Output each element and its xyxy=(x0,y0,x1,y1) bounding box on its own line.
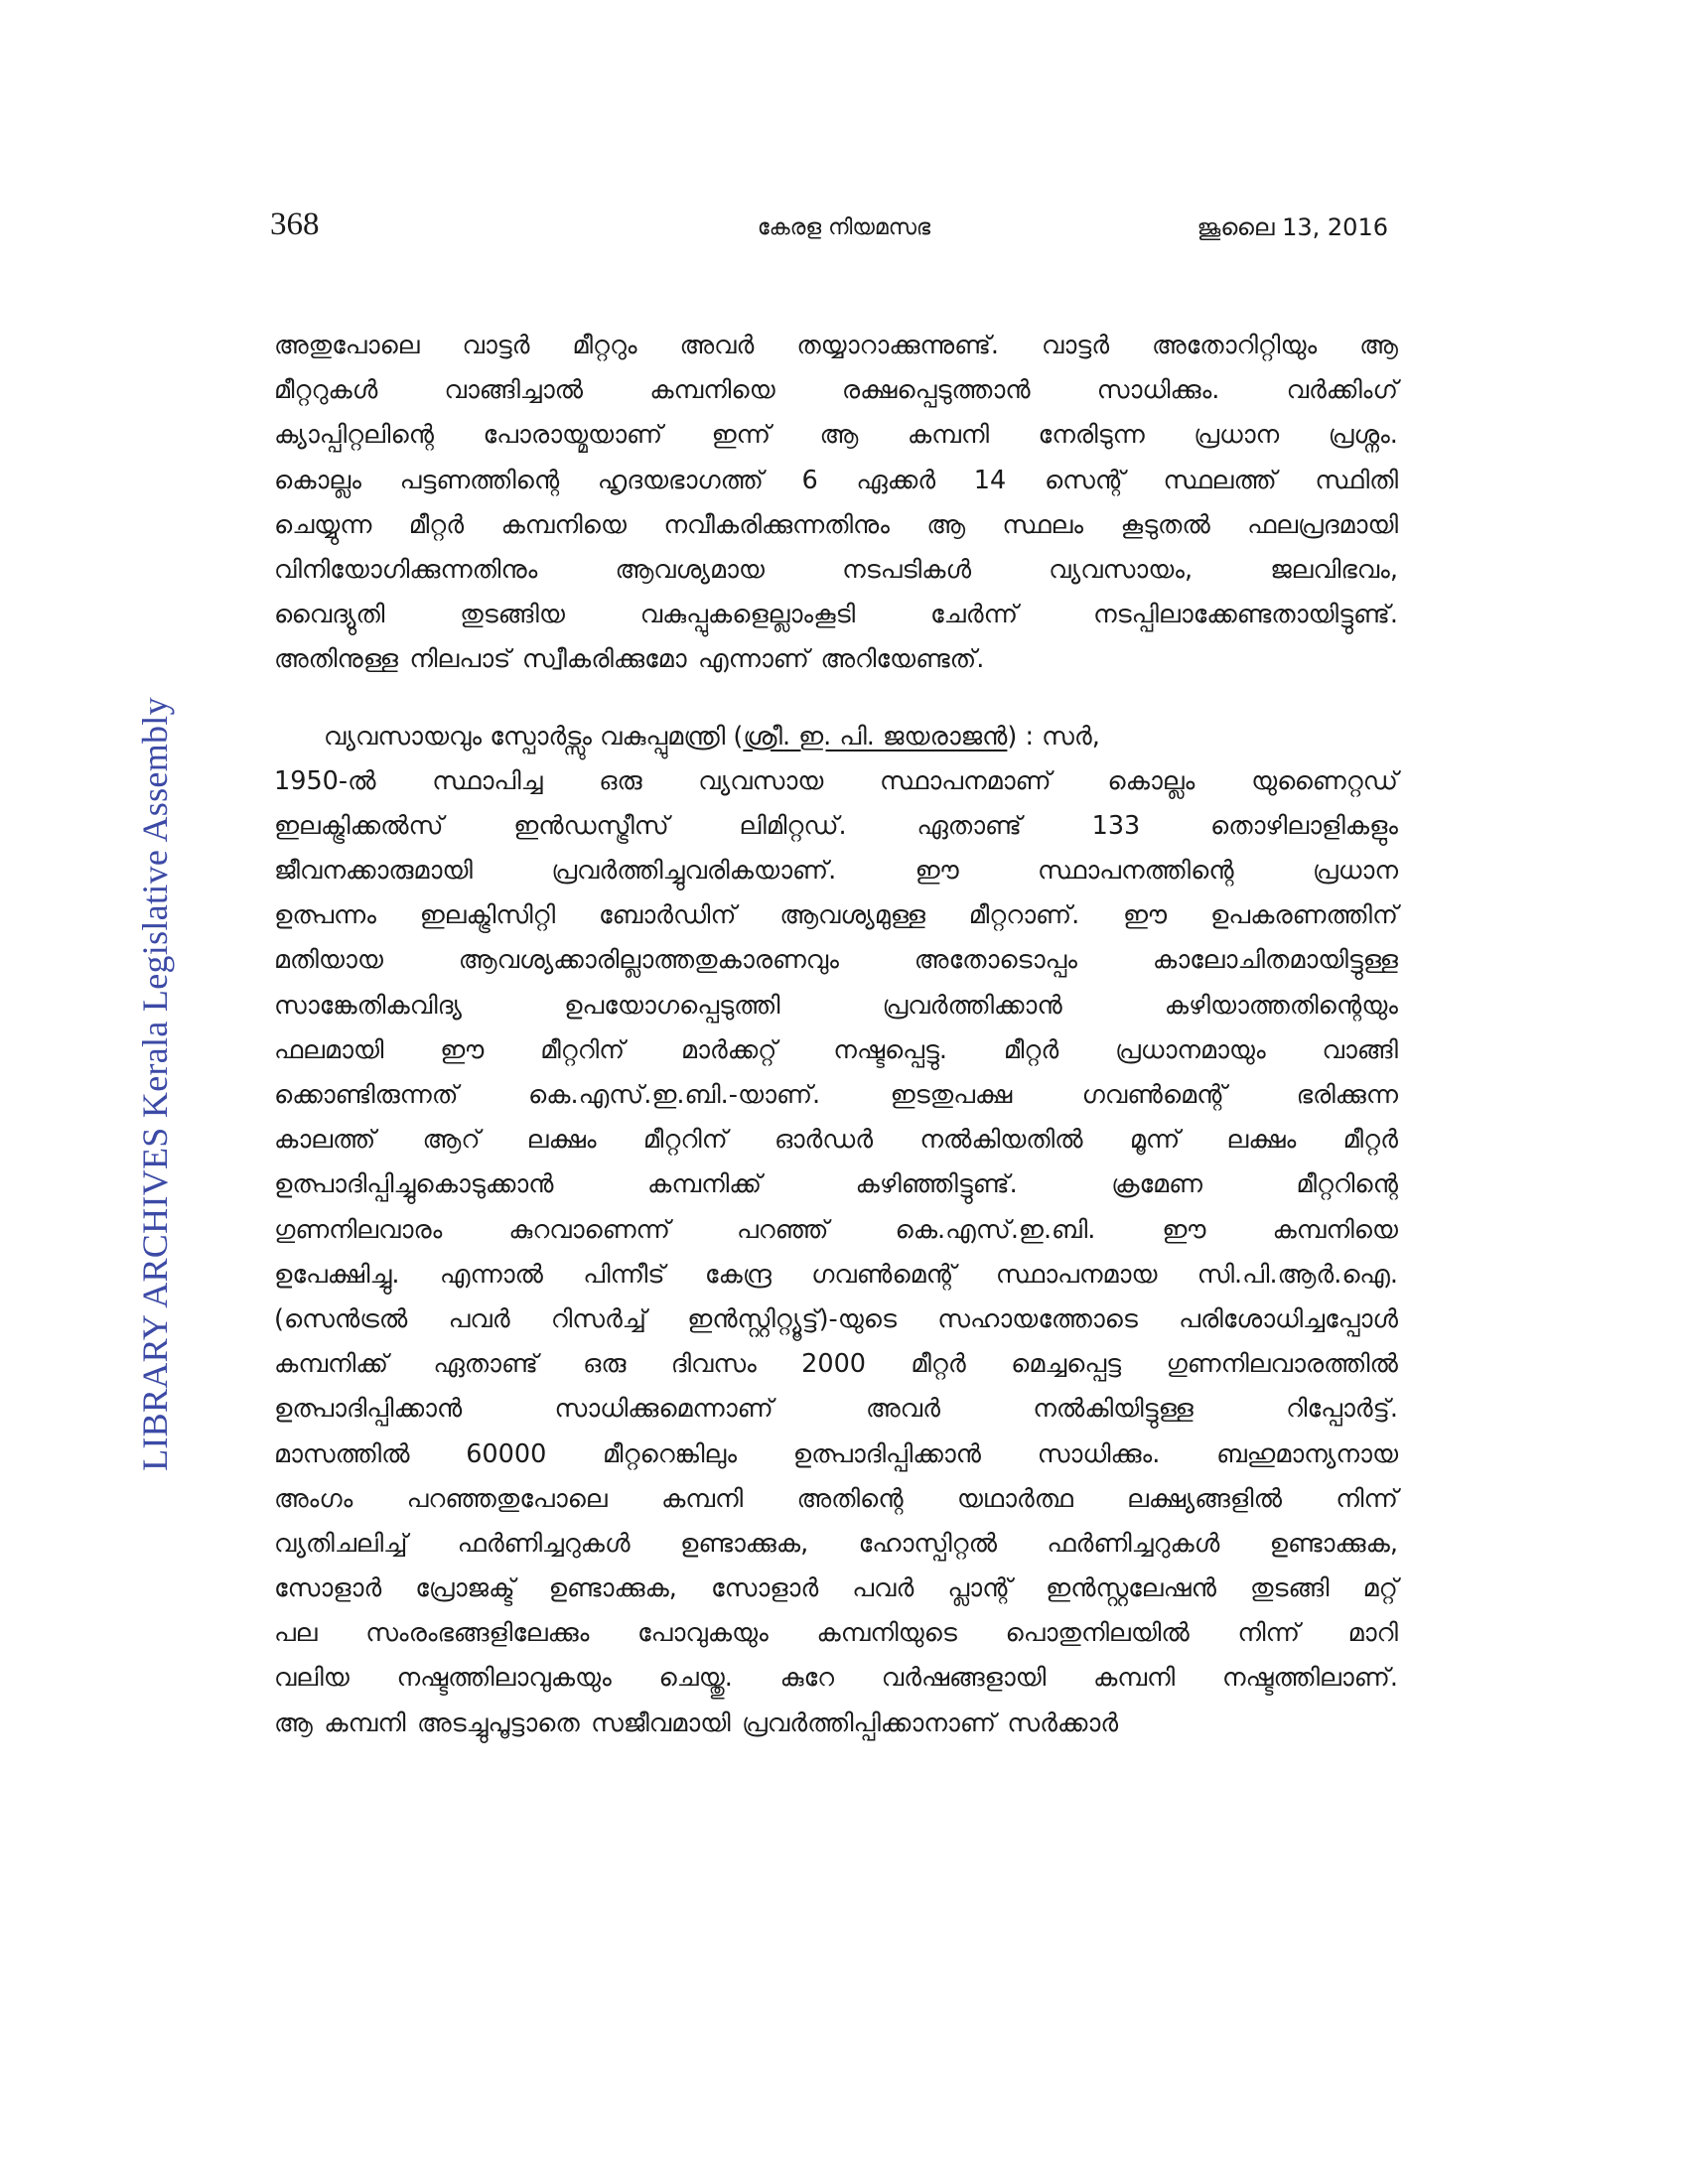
text-line xyxy=(274,849,1398,893)
word: ഉണ്ടാക്കുക, xyxy=(679,1528,809,1559)
text-line xyxy=(274,1162,1398,1207)
word: ഗുണനിലവാരത്തിൽ xyxy=(1166,1349,1398,1380)
word: പ്രധാന xyxy=(1194,420,1280,451)
word: നടപടികൾ xyxy=(842,554,972,585)
text-line xyxy=(274,1702,1398,1746)
word: മൂന്ന് xyxy=(1129,1125,1181,1156)
word: ഇൻസ്റ്റിറ്റ്യൂട്ട്)-യുടെ xyxy=(687,1303,898,1334)
word: മീറ്ററിന് xyxy=(540,1034,626,1065)
word: സാധിക്കും. xyxy=(1096,375,1220,406)
text-line xyxy=(274,503,1398,548)
word: കഴിഞ്ഞിട്ടുണ്ട്. xyxy=(855,1169,1018,1200)
word: നഷ്ടപ്പെട്ടു. xyxy=(833,1034,948,1065)
word: സോളാർ xyxy=(710,1573,819,1604)
text-line xyxy=(274,1073,1398,1118)
text-line xyxy=(274,1522,1398,1567)
word: 14 xyxy=(973,465,1007,495)
text-line xyxy=(274,893,1398,938)
word: നഷ്ടത്തിലാണ്. xyxy=(1221,1663,1398,1694)
word: അതുപോലെ xyxy=(274,331,420,360)
word: യുണൈറ്റഡ് xyxy=(1251,765,1398,796)
word: ഹൃദയഭാഗത്ത് xyxy=(597,465,764,495)
text-line xyxy=(274,1567,1398,1611)
word: ഇലക്ട്രിക്കൽസ് xyxy=(274,810,444,841)
word: കൊല്ലം xyxy=(1107,765,1196,796)
word: ബഹുമാന്യനായ xyxy=(1216,1438,1398,1469)
word: 2000 xyxy=(801,1349,867,1380)
speaker-line xyxy=(274,715,1398,759)
word: എന്നാണ് xyxy=(698,644,809,675)
text-line xyxy=(274,804,1398,849)
text-line xyxy=(274,459,1398,503)
word: വാട്ടർ xyxy=(462,331,530,360)
word: ആ xyxy=(819,420,859,451)
word: മെച്ചപ്പെട്ട xyxy=(1011,1349,1122,1380)
text-line xyxy=(274,1118,1398,1162)
word: സാധിക്കുമെന്നാണ് xyxy=(554,1394,774,1425)
word: റിപ്പോർട്ട്. xyxy=(1286,1394,1398,1425)
archive-watermark: LIBRARY ARCHIVES Kerala Legislative Assembly xyxy=(135,697,175,1471)
word: സി.പി.ആർ.ഐ. xyxy=(1196,1259,1398,1290)
word: കമ്പനിയെ xyxy=(649,375,775,406)
text-line xyxy=(274,759,1398,804)
word: പ്രധാനമായും xyxy=(1115,1034,1266,1065)
word: കമ്പനിയെ xyxy=(500,509,627,540)
word: ഇടതുപക്ഷ xyxy=(890,1080,1013,1110)
word: നവീകരിക്കുന്നതിനും xyxy=(663,509,890,540)
word: കമ്പനിയെ xyxy=(1272,1214,1398,1245)
word: സാങ്കേതികവിദ്യ xyxy=(274,990,463,1021)
speaker-prefix xyxy=(324,715,1100,759)
word: വർക്കിംഗ് xyxy=(1286,375,1398,406)
word: മീറ്ററും xyxy=(572,331,637,360)
word: പ്രശ്നം. xyxy=(1328,420,1398,451)
word: കുറവാണെന്ന് xyxy=(508,1214,670,1245)
word: തുടങ്ങിയ xyxy=(460,600,565,630)
text-line xyxy=(274,1433,1398,1477)
word: ഹോസ്പിറ്റൽ xyxy=(858,1528,998,1559)
word: റിസർച്ച് xyxy=(550,1303,646,1334)
word: കമ്പനി xyxy=(660,1483,744,1514)
word: മീറ്ററിന് xyxy=(642,1125,728,1156)
word: കമ്പനിയുടെ xyxy=(816,1618,957,1649)
word: ഒരു xyxy=(599,765,642,796)
word: ഇൻഡസ്ട്രീസ് xyxy=(513,810,669,841)
word: അംഗം xyxy=(274,1483,353,1514)
word: പ്രോജക്ട് xyxy=(415,1573,515,1604)
paragraph-member-question xyxy=(274,324,1398,683)
word: ഈ xyxy=(1162,1214,1206,1245)
word: 133 xyxy=(1091,810,1141,841)
word: നേരിടുന്ന xyxy=(1038,420,1145,451)
word: സോളാർ xyxy=(274,1573,382,1604)
word: കമ്പനിക്ക് xyxy=(647,1169,763,1200)
word: അതിനുള്ള xyxy=(274,644,398,675)
word: ജീവനക്കാരുമായി xyxy=(274,856,473,887)
word: ഗുണനിലവാരം xyxy=(274,1214,443,1245)
word: മീറ്റർ xyxy=(1342,1125,1398,1156)
word: ഗവൺമെന്റ് xyxy=(1081,1080,1227,1110)
word: ഫർണിച്ചറുകൾ xyxy=(1047,1528,1220,1559)
word: തയ്യാറാക്കുന്നുണ്ട്. xyxy=(796,331,1000,360)
word: തുടങ്ങി xyxy=(1250,1573,1330,1604)
word: പിന്നീട് xyxy=(583,1259,665,1290)
word: നൽകിയിട്ടുള്ള xyxy=(1033,1394,1194,1425)
word: മീറ്റർ xyxy=(911,1349,966,1380)
word: ചെയ്യുന്ന xyxy=(274,509,372,540)
word: ഉപയോഗപ്പെടുത്തി xyxy=(564,990,780,1021)
word: ചേർന്ന് xyxy=(930,600,1019,630)
word: അവർ xyxy=(679,331,755,360)
word: ലക്ഷം xyxy=(526,1125,597,1156)
word: നഷ്ടത്തിലാവുകയും xyxy=(396,1663,612,1694)
word: ഉണ്ടാക്കുക, xyxy=(1269,1528,1398,1559)
word: അടച്ചുപൂട്ടാതെ xyxy=(417,1707,580,1738)
word: ഉപകരണത്തിന് xyxy=(1209,900,1398,931)
word: ഫർണിച്ചറുകൾ xyxy=(457,1528,631,1559)
word: ആവശ്യമുള്ള xyxy=(779,900,925,931)
word: പോരായ്മയാണ് xyxy=(483,420,663,451)
word: മീറ്ററിന്റെ xyxy=(1296,1169,1398,1200)
word: ബോർഡിന് xyxy=(598,900,737,931)
word: പട്ടണത്തിന്റെ xyxy=(399,465,560,495)
text-line xyxy=(274,1342,1398,1387)
text-line xyxy=(274,637,1398,682)
word: അതോടൊപ്പം xyxy=(914,945,1077,976)
word: നിന്ന് xyxy=(1237,1618,1301,1649)
word: പവർ xyxy=(448,1303,510,1334)
text-line xyxy=(274,413,1398,458)
word: കെ.എസ്.ഇ.ബി. xyxy=(895,1214,1096,1245)
page-date: ജൂലൈ 13, 2016 xyxy=(1196,213,1388,241)
word: കുറേ xyxy=(779,1663,835,1694)
word: മാർക്കറ്റ് xyxy=(680,1034,777,1065)
word: മീറ്റർ xyxy=(408,509,465,540)
word: കേന്ദ്ര xyxy=(704,1259,772,1290)
word: മാസത്തിൽ xyxy=(274,1438,410,1469)
word: കമ്പനി xyxy=(1092,1663,1176,1694)
speaker-prefix-text: വ്യവസായവും സ്പോർട്സും വകുപ്പുമന്ത്രി ( xyxy=(324,721,744,751)
word: സ്വീകരിക്കുമോ xyxy=(521,644,687,675)
text-line xyxy=(274,1477,1398,1522)
word: കമ്പനി xyxy=(907,420,990,451)
word: ഈ xyxy=(914,856,959,887)
word: സഹായത്തോടെ xyxy=(937,1303,1138,1334)
word: കാലത്ത് xyxy=(274,1125,376,1156)
word: ഉത്പാദിപ്പിക്കാൻ xyxy=(792,1438,982,1469)
word: വ്യവസായ xyxy=(698,765,824,796)
word: ഭരിക്കുന്ന xyxy=(1296,1080,1398,1110)
word: വൈദ്യുതി xyxy=(274,600,385,630)
word: ഉണ്ടാക്കുക, xyxy=(548,1573,677,1604)
word: ഏതാണ്ട് xyxy=(433,1349,538,1380)
word: സ്ഥാപനമായ xyxy=(995,1259,1158,1290)
word: ഇലക്ട്രിസിറ്റി xyxy=(419,900,556,931)
word: ലിമിറ്റഡ്. xyxy=(739,810,847,841)
word: ഗവൺമെന്റ് xyxy=(811,1259,956,1290)
word: മീറ്ററെങ്കിലും xyxy=(603,1438,738,1469)
word: സ്ഥാപിച്ച xyxy=(432,765,543,796)
word: മാറി xyxy=(1347,1618,1398,1649)
body-text xyxy=(274,324,1398,1746)
word: യഥാർത്ഥ xyxy=(956,1483,1073,1514)
word: കഴിയാത്തതിന്റെയും xyxy=(1164,990,1398,1021)
word: ആ xyxy=(1359,331,1398,360)
word: ക്കൊണ്ടിരുന്നത് xyxy=(274,1080,459,1110)
word: വ്യതിചലിച്ച് xyxy=(274,1528,408,1559)
word: ഉത്പാദിപ്പിക്കാൻ xyxy=(274,1394,463,1425)
word: ആറ് xyxy=(422,1125,481,1156)
word: വലിയ xyxy=(274,1663,350,1694)
text-line xyxy=(274,1253,1398,1297)
word: പ്രവർത്തിച്ചുവരികയാണ്. xyxy=(551,856,837,887)
word: മീറ്ററുകൾ xyxy=(274,375,378,406)
text-line xyxy=(274,1028,1398,1073)
text-line xyxy=(274,1656,1398,1701)
word: മറ്റ് xyxy=(1362,1573,1398,1604)
text-line xyxy=(274,1297,1398,1342)
word: വകുപ്പുകളെല്ലാംകൂടി xyxy=(639,600,856,630)
word: ഫലമായി xyxy=(274,1034,384,1065)
word: സർക്കാർ xyxy=(1007,1707,1119,1738)
word: ഫലപ്രദമായി xyxy=(1247,509,1398,540)
word: നടപ്പിലാക്കേണ്ടതായിട്ടുണ്ട്. xyxy=(1092,600,1398,630)
word: സ്ഥലത്ത് xyxy=(1163,465,1277,495)
word: നിലപാട് xyxy=(409,644,511,675)
word: രക്ഷപ്പെടുത്താൻ xyxy=(841,375,1031,406)
word: പ്രധാന xyxy=(1313,856,1398,887)
word: സ്ഥാപനത്തിന്റെ xyxy=(1038,856,1234,887)
page-number: 368 xyxy=(270,206,320,242)
word: ക്രമേണ xyxy=(1111,1169,1202,1200)
word: കാലോചിതമായിട്ടുള്ള xyxy=(1152,945,1398,976)
word: വാങ്ങി xyxy=(1322,1034,1398,1065)
word: 6 xyxy=(801,465,818,495)
text-line xyxy=(274,593,1398,637)
word: വിനിയോഗിക്കുന്നതിനും xyxy=(274,554,538,585)
word: പ്രവർത്തിക്കാൻ xyxy=(882,990,1062,1021)
word: സംരംഭങ്ങളിലേക്കും xyxy=(365,1618,590,1649)
word: കൊല്ലം xyxy=(274,465,361,495)
word: എന്നാൽ xyxy=(439,1259,543,1290)
word: കമ്പനിക്ക് xyxy=(274,1349,388,1380)
word: ദിവസം xyxy=(670,1349,757,1380)
word: പവർ xyxy=(852,1573,914,1604)
word: സ്ഥാപനമാണ് xyxy=(880,765,1052,796)
word: ഇൻസ്റ്റലേഷൻ xyxy=(1046,1573,1216,1604)
word: തൊഴിലാളികളും xyxy=(1210,810,1398,841)
word: കൂടുതൽ xyxy=(1120,509,1210,540)
word: ഏതാണ്ട് xyxy=(916,810,1022,841)
word: ലക്ഷം xyxy=(1226,1125,1297,1156)
word: അതിന്റെ xyxy=(796,1483,904,1514)
text-line xyxy=(274,324,1398,368)
word: സാധിക്കും. xyxy=(1037,1438,1161,1469)
word: ഈ xyxy=(1123,900,1168,931)
word: കെ.എസ്.ഇ.ബി.-യാണ്. xyxy=(527,1080,821,1110)
paragraph-minister-reply xyxy=(274,715,1398,1746)
word: സ്ഥിതി xyxy=(1315,465,1398,495)
text-line xyxy=(274,938,1398,983)
word: പറഞ്ഞതുപോലെ xyxy=(406,1483,608,1514)
word: ചെയ്തു. xyxy=(658,1663,733,1694)
word: മീറ്ററാണ്. xyxy=(968,900,1080,931)
word: നിന്ന് xyxy=(1336,1483,1398,1514)
word: പല xyxy=(274,1618,318,1649)
word: ഈ xyxy=(440,1034,485,1065)
word: മീറ്റർ xyxy=(1003,1034,1059,1065)
word: (സെൻട്രൽ xyxy=(274,1303,408,1334)
word: സെന്റ് xyxy=(1044,465,1125,495)
word: പ്ലാന്റ് xyxy=(947,1573,1013,1604)
word: ക്യാപ്പിറ്റലിന്റെ xyxy=(274,420,435,451)
word: കമ്പനി xyxy=(324,1707,406,1738)
word: വാങ്ങിച്ചാൽ xyxy=(444,375,584,406)
word: ഒരു xyxy=(583,1349,627,1380)
word: ഉത്പന്നം xyxy=(274,900,376,931)
running-title: കേരള നിയമസഭ xyxy=(757,215,931,240)
word: അവർ xyxy=(866,1394,940,1425)
word: പ്രവർത്തിപ്പിക്കാനാണ് xyxy=(742,1707,996,1738)
word: ആവശ്യമായ xyxy=(615,554,765,585)
word: ലക്ഷ്യങ്ങളിൽ xyxy=(1127,1483,1282,1514)
word: ഉത്പാദിപ്പിച്ചുകൊടുക്കാൻ xyxy=(274,1169,554,1200)
word: ഇന്ന് xyxy=(711,420,772,451)
word: ജലവിഭവം, xyxy=(1270,554,1398,585)
word: പോവുകയും xyxy=(636,1618,769,1649)
word: ഓർഡർ xyxy=(774,1125,874,1156)
word: നൽകിയതിൽ xyxy=(919,1125,1083,1156)
speaker-name: ശ്രീ. ഇ. പി. ജയരാജൻ xyxy=(743,721,1008,751)
text-line xyxy=(274,1611,1398,1656)
paragraph-gap xyxy=(274,683,1398,715)
text-line xyxy=(274,1387,1398,1432)
word: 1950-ൽ xyxy=(274,765,376,796)
word: ഏക്കർ xyxy=(856,465,936,495)
word: അറിയേണ്ടത്. xyxy=(820,644,985,675)
text-line xyxy=(274,1208,1398,1253)
word: ആവശ്യക്കാരില്ലാത്തതുകാരണവും xyxy=(458,945,839,976)
word: ആ xyxy=(274,1707,313,1738)
word: വർഷങ്ങളായി xyxy=(881,1663,1047,1694)
word: 60000 xyxy=(466,1438,547,1469)
word: ആ xyxy=(926,509,966,540)
word: ഉപേക്ഷിച്ചു. xyxy=(274,1259,400,1290)
word: വാട്ടർ xyxy=(1041,331,1110,360)
word: പൊതുനിലയിൽ xyxy=(1005,1618,1190,1649)
text-line xyxy=(274,548,1398,593)
word: സജീവമായി xyxy=(591,1707,731,1738)
word: അതോറിറ്റിയും xyxy=(1151,331,1318,360)
word: പറഞ്ഞ് xyxy=(736,1214,829,1245)
speaker-suffix: ) : സർ, xyxy=(1007,721,1100,751)
text-line xyxy=(274,984,1398,1028)
word: പരിശോധിച്ചപ്പോൾ xyxy=(1179,1303,1398,1334)
word: മതിയായ xyxy=(274,945,383,976)
word: വ്യവസായം, xyxy=(1049,554,1194,585)
text-line xyxy=(274,368,1398,413)
word: സ്ഥലം xyxy=(1002,509,1084,540)
